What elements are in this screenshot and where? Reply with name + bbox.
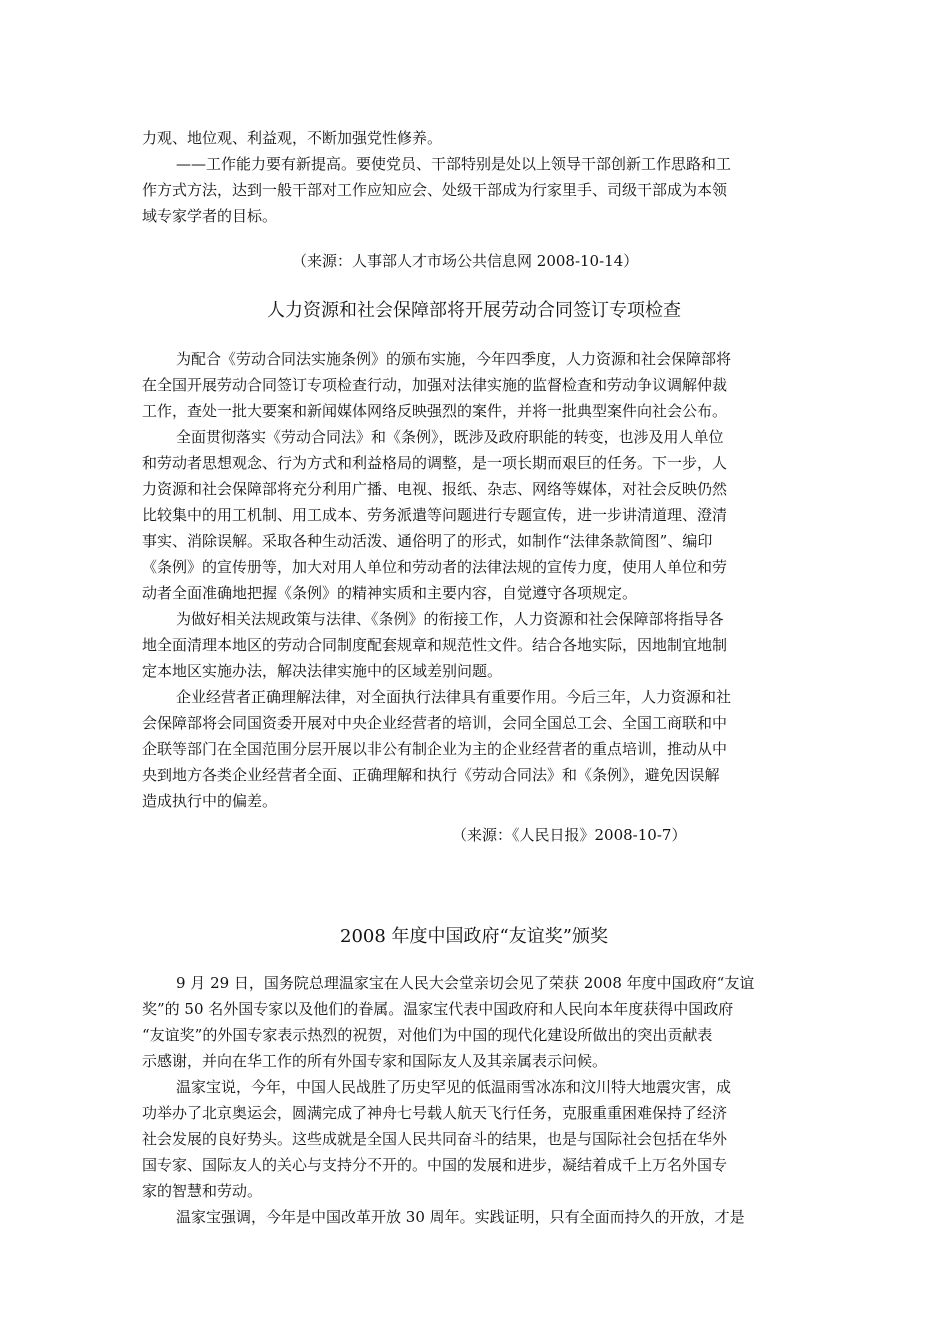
text-line: 力观、地位观、利益观，不断加强党性修养。: [142, 129, 443, 147]
text-line: 工作，查处一批大要案和新闻媒体网络反映强烈的案件，并将一批典型案件向社会公布。: [142, 402, 728, 420]
text-line: 温家宝说，今年，中国人民战胜了历史罕见的低温雨雪冰冻和汶川特大地震灾害，成: [176, 1078, 732, 1096]
text-line: 和劳动者思想观念、行为方式和利益格局的调整，是一项长期而艰巨的任务。下一步，人: [142, 454, 728, 472]
text-line: 奖”的 50 名外国专家以及他们的眷属。温家宝代表中国政府和人民向本年度获得中国政府: [142, 1000, 734, 1018]
text-line: 全面贯彻落实《劳动合同法》和《条例》，既涉及政府职能的转变，也涉及用人单位: [176, 428, 724, 446]
text-line: 力资源和社会保障部将充分利用广播、电视、报纸、杂志、网络等媒体，对社会反映仍然: [142, 480, 728, 498]
article-paragraph: [142, 346, 806, 424]
article-paragraph: [142, 1074, 806, 1204]
text-line: 造成执行中的偏差。: [142, 792, 278, 810]
text-line: 企业经营者正确理解法律，对全面执行法律具有重要作用。今后三年，人力资源和社: [176, 688, 732, 706]
continued-paragraph-2: [142, 151, 806, 229]
article-title: 人力资源和社会保障部将开展劳动合同签订专项检查: [267, 300, 681, 321]
text-line: 会保障部将会同国资委开展对中央企业经营者的培训，会同全国总工会、全国工商联和中: [142, 714, 728, 732]
text-line: 示感谢，并向在华工作的所有外国专家和国际友人及其亲属表示问候。: [142, 1052, 608, 1070]
text-line: 央到地方各类企业经营者全面、正确理解和执行《劳动合同法》和《条例》，避免因误解: [142, 766, 720, 784]
text-line: 功举办了北京奥运会，圆满完成了神舟七号载人航天飞行任务，克服重重困难保持了经济: [142, 1104, 728, 1122]
text-line: 动者全面准确地把握《条例》的精神实质和主要内容，自觉遵守各项规定。: [142, 584, 638, 602]
text-line: 比较集中的用工机制、用工成本、劳务派遣等问题进行专题宣传，进一步讲清道理、澄清: [142, 506, 728, 524]
source-citation: （来源：人事部人才市场公共信息网 2008-10-14）: [292, 252, 639, 270]
text-line: 温家宝强调，今年是中国改革开放 30 周年。实践证明，只有全面而持久的开放，才是: [176, 1208, 745, 1226]
text-line: 企联等部门在全国范围分层开展以非公有制企业为主的企业经营者的重点培训，推动从中: [142, 740, 728, 758]
text-line: 定本地区实施办法，解决法律实施中的区域差别问题。: [142, 662, 503, 680]
article-paragraph: [142, 606, 806, 684]
text-line: “友谊奖”的外国专家表示热烈的祝贺，对他们为中国的现代化建设所做出的突出贡献表: [142, 1026, 713, 1044]
article-paragraph: [142, 970, 806, 1074]
source-citation: （来源：《人民日报》2008-10-7）: [452, 826, 687, 844]
article-title: 2008 年度中国政府“友谊奖”颁奖: [340, 926, 608, 947]
continued-paragraph-1: [142, 125, 806, 151]
text-line: 为做好相关法规政策与法律、《条例》的衔接工作，人力资源和社会保障部将指导各: [176, 610, 724, 628]
article-paragraph: [142, 1204, 806, 1230]
article-paragraph: [142, 424, 806, 606]
text-line: 为配合《劳动合同法实施条例》的颁布实施，今年四季度，人力资源和社会保障部将: [176, 350, 732, 368]
text-line: 在全国开展劳动合同签订专项检查行动，加强对法律实施的监督检查和劳动争议调解仲裁: [142, 376, 728, 394]
text-line: ——工作能力要有新提高。要使党员、干部特别是处以上领导干部创新工作思路和工: [176, 155, 732, 173]
text-line: 国专家、国际友人的关心与支持分不开的。中国的发展和进步，凝结着成千上万名外国专: [142, 1156, 728, 1174]
article-paragraph: [142, 684, 806, 814]
text-line: 9 月 29 日，国务院总理温家宝在人民大会堂亲切会见了荣获 2008 年度中国政府“友谊: [176, 974, 755, 992]
text-line: 域专家学者的目标。: [142, 207, 278, 225]
text-line: 《条例》的宣传册等，加大对用人单位和劳动者的法律法规的宣传力度，使用人单位和劳: [142, 558, 728, 576]
text-line: 事实、消除误解。采取各种生动活泼、通俗明了的形式，如制作“法律条款简图”、编印: [142, 532, 713, 550]
text-line: 地全面清理本地区的劳动合同制度配套规章和规范性文件。结合各地实际，因地制宜地制: [142, 636, 728, 654]
text-line: 社会发展的良好势头。这些成就是全国人民共同奋斗的结果，也是与国际社会包括在华外: [142, 1130, 728, 1148]
text-line: 作方式方法，达到一般干部对工作应知应会、处级干部成为行家里手、司级干部成为本领: [142, 181, 728, 199]
text-line: 家的智慧和劳动。: [142, 1182, 263, 1200]
